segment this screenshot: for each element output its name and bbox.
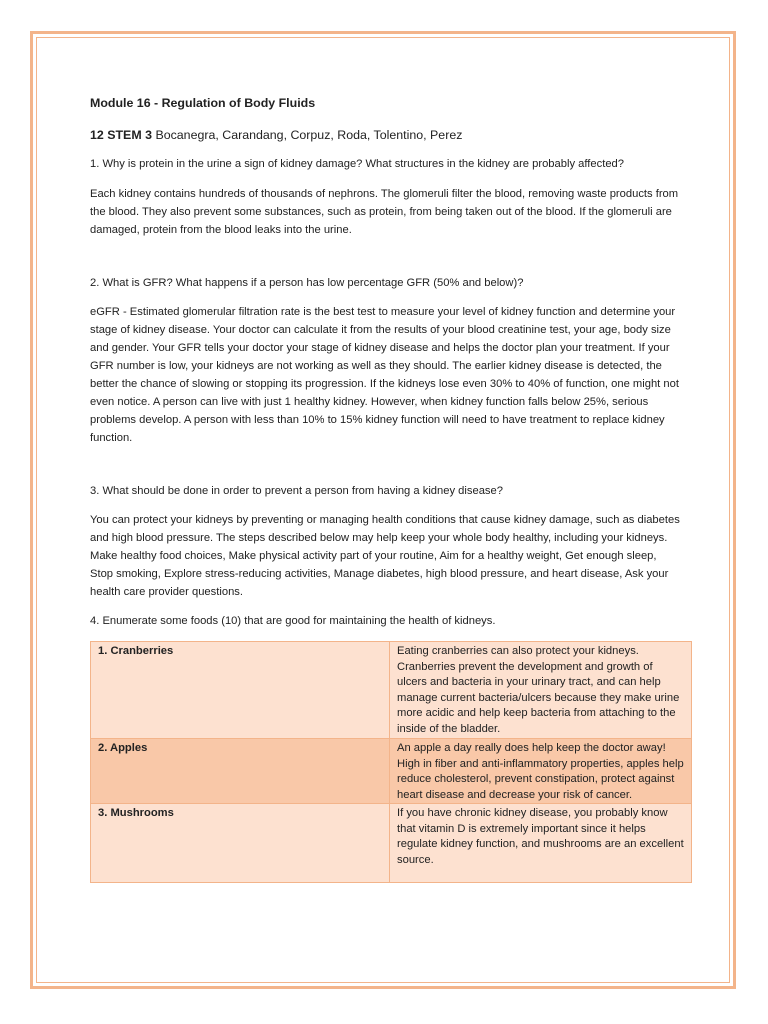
section-label: 12 STEM 3 xyxy=(90,128,152,142)
food-description: An apple a day really does help keep the doctor away! High in fiber and anti-inflammatory properties, apples help reduce cholesterol, prevent constipation, protect against heart disease and decrease your risk of cancer. xyxy=(390,739,692,804)
table-row xyxy=(91,642,692,739)
document-title: Module 16 - Regulation of Body Fluids xyxy=(90,96,316,110)
document-body xyxy=(90,94,684,883)
food-description: If you have chronic kidney disease, you probably know that vitamin D is extremely important since it helps regulate kidney function, and mushrooms are an excellent source. xyxy=(390,804,692,883)
food-name: 1. Cranberries xyxy=(91,642,390,739)
foods-table xyxy=(90,641,692,883)
food-name: 3. Mushrooms xyxy=(91,804,390,883)
question-2: 2. What is GFR? What happens if a person has low percentage GFR (50% and below)? xyxy=(90,277,524,289)
question-1: 1. Why is protein in the urine a sign of kidney damage? What structures in the kidney are probably affected? xyxy=(90,158,624,170)
question-4: 4. Enumerate some foods (10) that are good for maintaining the health of kidneys. xyxy=(90,615,496,627)
authors-line xyxy=(90,126,680,144)
authors-names: Bocanegra, Carandang, Corpuz, Roda, Tolentino, Perez xyxy=(155,128,463,142)
table-row xyxy=(91,739,692,804)
question-3: 3. What should be done in order to prevent a person from having a kidney disease? xyxy=(90,485,503,497)
answer-3: You can protect your kidneys by preventing or managing health conditions that cause kidney damage, such as diabetes and high blood pressure. The steps described below may help keep your whole body healthy, including your kidneys. Make healthy food choices, Make physical activity part of your routine, Aim for a healthy weight, Get enough sleep, Stop smoking, Explore stress-reducing activities, Manage diabetes, high blood pressure, and heart disease, Ask your health care provider questions. xyxy=(90,514,680,598)
food-description: Eating cranberries can also protect your kidneys. Cranberries prevent the development and growth of ulcers and bacteria in your urinary tract, and can help manage current bacteria/ulcers because they make urine more acidic and help keep bacteria from attaching to the inside of the bladder. xyxy=(390,642,692,739)
table-row xyxy=(91,804,692,883)
answer-1: Each kidney contains hundreds of thousands of nephrons. The glomeruli filter the blood, removing waste products from the blood. They also prevent some substances, such as protein, from being taken out of the blood. If the glomeruli are damaged, protein from the blood leaks into the urine. xyxy=(90,188,679,236)
answer-2: eGFR - Estimated glomerular filtration rate is the best test to measure your level of kidney function and determine your stage of kidney disease. Your doctor can calculate it from the results of your blood creatinine test, your age, body size and gender. Your GFR tells your doctor your stage of kidney disease and helps the doctor plan your treatment. If your GFR number is low, your kidneys are not working as well as they should. The earlier kidney disease is detected, the better the chance of slowing or stopping its progression. If the kidneys lose even 30% to 40% of function, one might not even notice. A person can live with just 1 healthy kidney. However, when kidney function falls below 25%, serious problems develop. A person with less than 10% to 15% kidney function will need to have treatment to replace kidney function. xyxy=(90,306,679,444)
food-name: 2. Apples xyxy=(91,739,390,804)
